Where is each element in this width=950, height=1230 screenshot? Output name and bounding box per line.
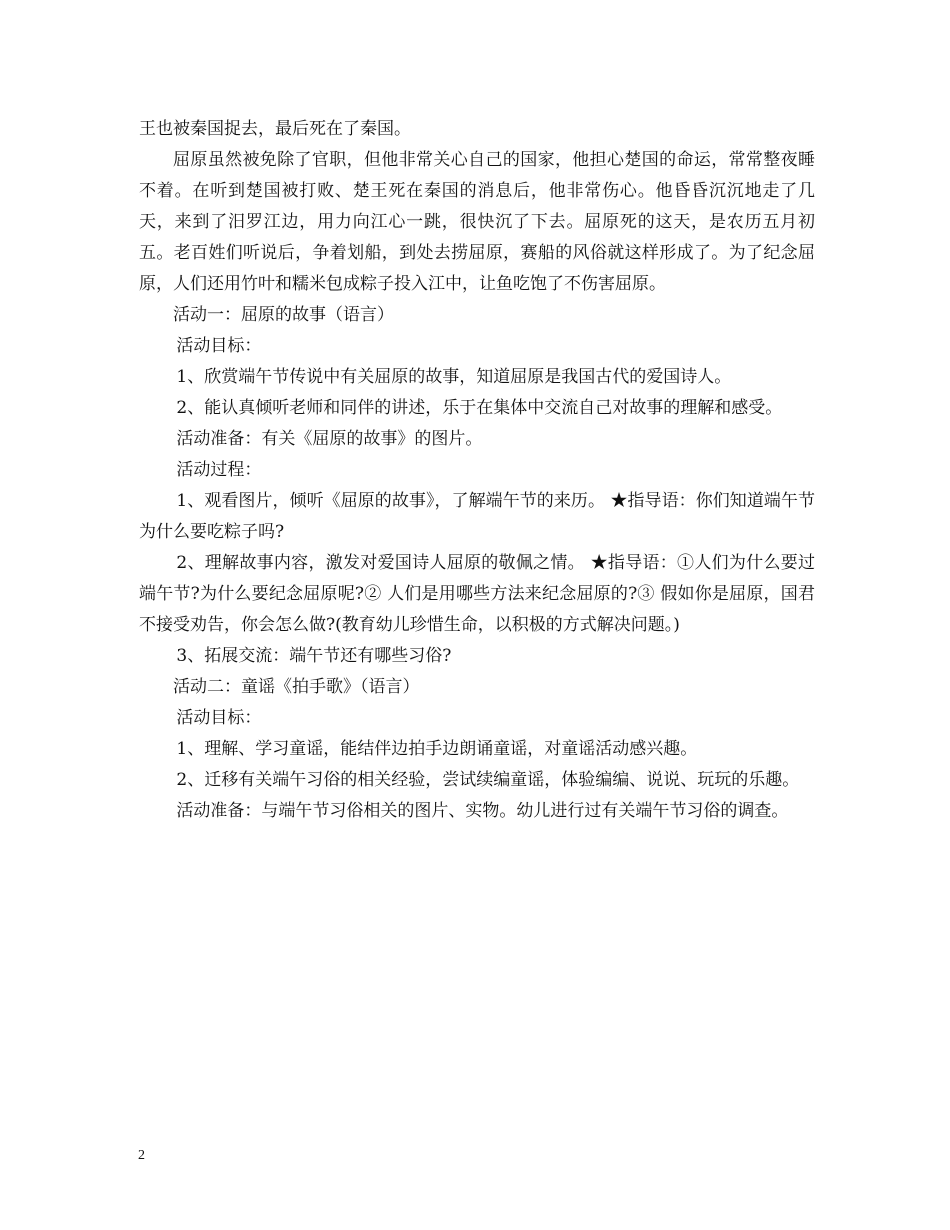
paragraph-1: 王也被秦国捉去，最后死在了秦国。 [139,119,411,139]
paragraph-3: 活动一：屈原的故事（语言） [173,305,394,325]
paragraph-2: 屈原虽然被免除了官职，但他非常关心自己的国家，他担心楚国的命运，常常整夜睡不着。在听到楚国被打败、楚王死在秦国的消息后，他非常伤心。他昏昏沉沉地走了几天，来到了汨罗江边，用力向江心一跳，很快沉了下去。屈原死的这天，是农历五月初五。老百姓们听说后，争着划船，到处去捞屈原，赛船的风俗就这样形成了。为了纪念屈原，人们还用竹叶和糯米包成粽子投入江中，让鱼吃饱了不伤害屈原。 [139,150,815,294]
paragraph-4: 活动目标： [176,336,262,356]
paragraph-16: 活动准备：与端午节习俗相关的图片、实物。幼儿进行过有关端午节习俗的调查。 [176,801,789,821]
paragraph-15: 2、迁移有关端午习俗的相关经验，尝试续编童谣，体验编编、说说、玩玩的乐趣。 [176,770,800,790]
paragraph-7: 活动准备：有关《屈原的故事》的图片。 [176,429,483,449]
body-text [139,114,815,827]
paragraph-13: 活动目标： [176,708,262,728]
paragraph-9: 1、观看图片，倾听《屈原的故事》，了解端午节的来历。 ★指导语：你们知道端午节为什么要吃粽子吗? [139,491,815,542]
paragraph-8: 活动过程： [176,460,262,480]
paragraph-11: 3、拓展交流：端午节还有哪些习俗? [176,646,452,666]
paragraph-10: 2、理解故事内容，激发对爱国诗人屈原的敬佩之情。 ★指导语：①人们为什么要过端午节?为什么要纪念屈原呢?② 人们是用哪些方法来纪念屈原的?③ 假如你是屈原，国君不接受劝告，你会怎么做?(教育幼儿珍惜生命，以积极的方式解决问题。) [139,553,815,635]
paragraph-5: 1、欣赏端午节传说中有关屈原的故事，知道屈原是我国古代的爱国诗人。 [176,367,732,387]
paragraph-6: 2、能认真倾听老师和同伴的讲述，乐于在集体中交流自己对故事的理解和感受。 [176,398,783,418]
paragraph-14: 1、理解、学习童谣，能结伴边拍手边朗诵童谣，对童谣活动感兴趣。 [176,739,698,759]
page-number: 2 [138,1148,145,1163]
paragraph-12: 活动二：童谣《拍手歌》（语言） [173,677,420,697]
